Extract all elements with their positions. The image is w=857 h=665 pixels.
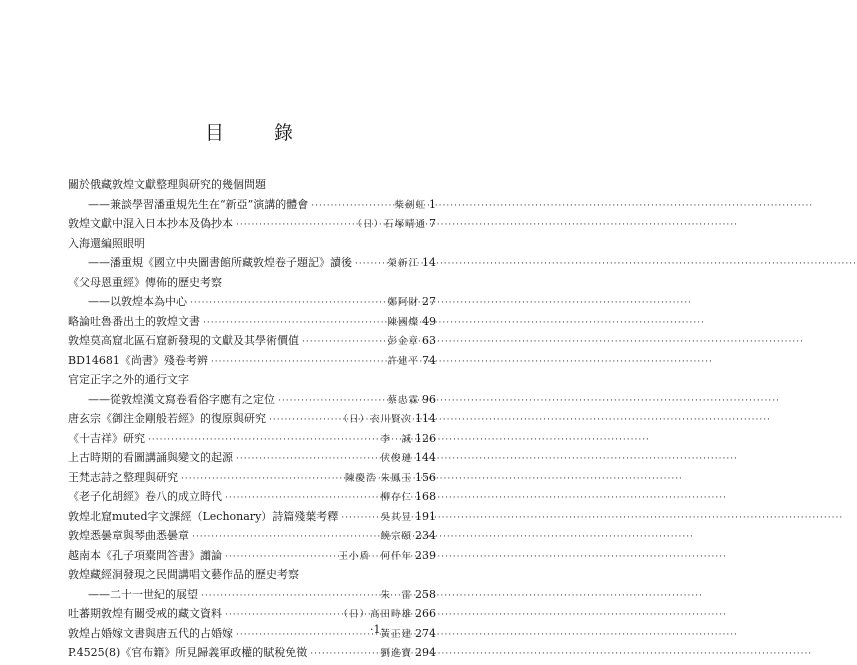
entry-author: 李 誠 [380, 433, 412, 445]
entry-page: 126 [415, 431, 436, 445]
entry-title: 略論吐魯番出土的敦煌文書 [68, 314, 200, 328]
toc-entry[interactable] [68, 604, 436, 624]
entry-page: 239 [415, 548, 436, 562]
entry-page: 144 [415, 451, 436, 464]
entry-author: 劉進寶 [380, 648, 412, 659]
entry-author: 許建平 [387, 355, 419, 367]
toc-entry[interactable] [68, 468, 436, 488]
leader-dots [341, 509, 377, 529]
entry-page: 96 [422, 392, 436, 406]
entry-author: 蔡忠霖 [387, 394, 419, 406]
entry-page: 266 [415, 607, 436, 620]
entry-title: 《父母恩重經》傳佈的歷史考察 [68, 275, 222, 289]
leader-dots [278, 392, 384, 412]
entry-title: 敦煌文獻中混入日本抄本及偽抄本 [68, 217, 233, 230]
entry-page: 258 [415, 587, 436, 601]
page-number: ·1· [370, 623, 384, 636]
entry-author: 吳其昱 [380, 511, 412, 523]
toc-entry[interactable] [68, 214, 436, 234]
entry-author: 饒宗頤 [380, 531, 412, 542]
entry-page: 234 [415, 529, 436, 542]
entry-page: 294 [415, 646, 436, 659]
entry-title: ——從敦煌漢文寫卷看俗字應有之定位 [88, 392, 275, 406]
entry-title: 敦煌莫高窟北區石窟新發現的文獻及其學術價值 [68, 334, 299, 347]
entry-author: （日）衣川賢次 [338, 414, 412, 425]
leader-dots [225, 606, 335, 626]
entry-page: 114 [415, 412, 436, 425]
toc-entry[interactable] [68, 195, 436, 215]
entry-page: 63 [422, 334, 436, 347]
entry-author: 陳慶浩 朱鳳玉 [344, 472, 412, 484]
entry-title: 吐蕃期敦煌有關受戒的藏文資料 [68, 607, 222, 620]
entry-page: 74 [422, 353, 436, 367]
leader-dots [201, 587, 377, 607]
leader-dots [211, 353, 385, 373]
entry-title: P.4525(8)《官布籍》所見歸義軍政權的賦稅免徵 [68, 646, 308, 659]
leader-dots [269, 411, 335, 431]
entry-title: ——二十一世紀的展望 [88, 587, 198, 601]
entry-page: 14 [422, 256, 436, 269]
leader-dots [310, 645, 377, 665]
entry-page: 191 [415, 509, 436, 523]
toc-entry[interactable] [68, 253, 436, 273]
toc-entry[interactable] [68, 273, 436, 293]
entry-title: 上古時期的看圖講誦與變文的起源 [68, 451, 233, 464]
entry-author: （日）石塚晴通 [352, 219, 426, 230]
entry-author: 柳存仁 [380, 492, 412, 503]
entry-title: ——兼談學習潘重規先生在“新亞”演講的體會 [88, 197, 309, 211]
entry-author: 彭金章 [387, 336, 419, 347]
toc-entry[interactable] [68, 312, 436, 332]
toc-entry[interactable] [68, 565, 436, 585]
table-of-contents [68, 175, 436, 663]
toc-entry[interactable] [68, 409, 436, 429]
entry-title: 唐玄宗《御注金剛般若經》的復原與研究 [68, 412, 266, 425]
leader-dots [190, 294, 384, 314]
entry-title: ——潘重規《國立中央圖書館所藏敦煌卷子題記》讀後 [88, 256, 352, 269]
toc-entry[interactable] [68, 585, 436, 605]
entry-title: 入海還編照眼明 [68, 236, 145, 250]
entry-author: 伏俊璉 [380, 453, 412, 464]
entry-author: 鄭阿財 [387, 297, 419, 308]
toc-entry[interactable] [68, 175, 436, 195]
entry-title: 官定正字之外的通行文字 [68, 373, 189, 386]
entry-title: ——以敦煌本為中心 [88, 295, 187, 308]
leader-dots [311, 197, 391, 217]
entry-title: 敦煌占婚嫁文書與唐五代的占婚嫁 [68, 626, 233, 640]
toc-entry[interactable] [68, 507, 436, 527]
entry-page: 27 [422, 295, 436, 308]
entry-author: 黃正建 [380, 628, 412, 640]
toc-entry[interactable] [68, 234, 436, 254]
entry-author: 陳國燦 [387, 316, 419, 328]
entry-title: 敦煌悉曇章與琴曲悉曇章 [68, 529, 189, 542]
toc-entry[interactable] [68, 546, 436, 566]
entry-title: 關於俄藏敦煌文獻整理與研究的幾個問題 [68, 178, 266, 191]
toc-entry[interactable] [68, 448, 436, 468]
toc-entry[interactable] [68, 429, 436, 449]
toc-entry[interactable] [68, 351, 436, 371]
leader-dots [236, 450, 377, 470]
entry-page: 274 [415, 626, 436, 640]
entry-title: 敦煌藏經洞發現之民間講唱文藝作品的歷史考察 [68, 568, 299, 581]
leader-dots [355, 255, 384, 275]
toc-entry[interactable] [68, 331, 436, 351]
entry-page: 7 [429, 217, 436, 230]
entry-page: 156 [415, 470, 436, 484]
entry-title: 《十吉祥》研究 [68, 431, 145, 445]
entry-title: 敦煌北窟muted字文課經（Lechonary）詩篇殘葉考釋 [68, 509, 339, 523]
toc-entry[interactable] [68, 370, 436, 390]
entry-page: 168 [415, 490, 436, 503]
toc-entry[interactable] [68, 487, 436, 507]
toc-entry[interactable] [68, 390, 436, 410]
entry-author: 榮新江 [387, 258, 419, 269]
toc-entry[interactable] [68, 526, 436, 546]
entry-author: （日）高田時雄 [338, 609, 412, 620]
toc-entry[interactable] [68, 643, 436, 663]
toc-entry[interactable] [68, 292, 436, 312]
entry-title: 王梵志詩之整理與研究 [68, 470, 178, 484]
entry-author: 王小盾 何仟年 [338, 550, 412, 562]
entry-page: 49 [422, 314, 436, 328]
leader-dots [236, 216, 349, 236]
entry-author: 柴劍虹 [394, 199, 426, 211]
leader-dots [302, 333, 384, 353]
entry-author: 朱 雷 [380, 589, 412, 601]
entry-title: BD14681《尚書》殘卷考辨 [68, 353, 208, 367]
entry-page: 1 [429, 197, 436, 211]
entry-title: 《老子化胡經》卷八的成立時代 [68, 490, 222, 503]
entry-title: 越南本《孔子項橐問答書》譾論 [68, 548, 222, 562]
page-title: 目 錄 [204, 122, 316, 144]
